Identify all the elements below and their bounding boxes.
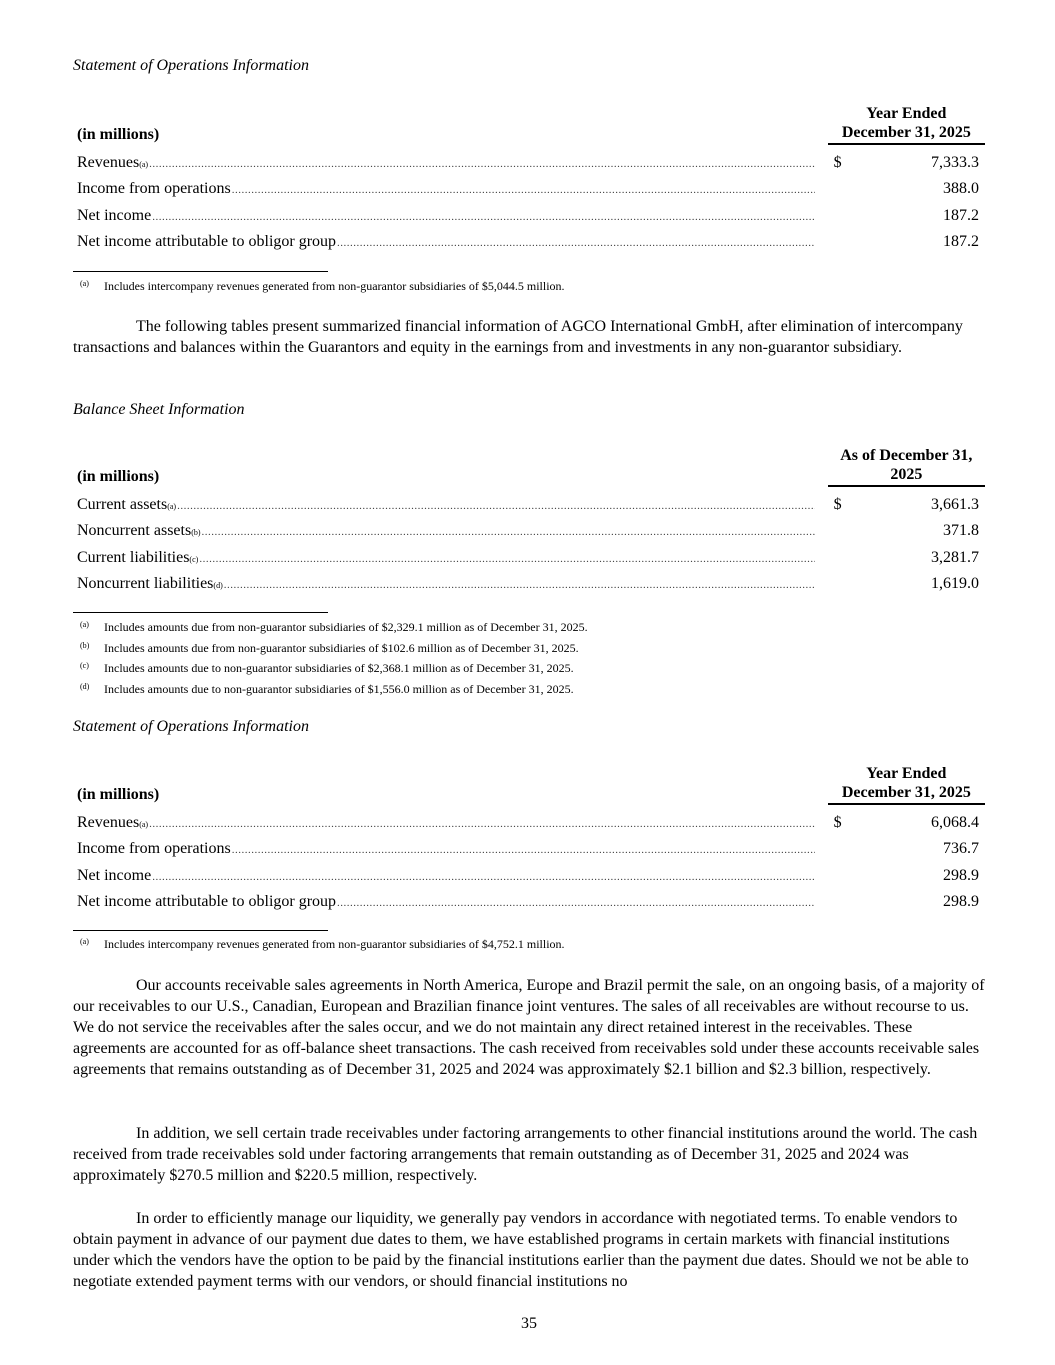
row-value: 6,068.4: [931, 813, 979, 831]
dot-leader: [337, 237, 815, 249]
footnote-text: Includes amounts due to non-guarantor subsidiaries of $1,556.0 million as of December 31, 2025.: [104, 681, 574, 696]
dot-leader: [337, 897, 815, 909]
footnote-mark: (c): [80, 661, 89, 670]
table-row: [73, 198, 985, 225]
page-number: 35: [521, 1315, 537, 1332]
currency-symbol: $: [833, 153, 842, 171]
row-label: [73, 567, 828, 594]
footnote-divider: [73, 612, 328, 613]
row-label-text: Current liabilities: [77, 548, 190, 566]
row-value: 187.2: [943, 206, 979, 224]
table-row: [73, 172, 985, 199]
row-value: 7,333.3: [931, 153, 979, 171]
footnote-text: Includes amounts due from non-guarantor subsidiaries of $102.6 million as of December 31, 2025.: [104, 640, 579, 655]
dot-leader: [202, 526, 815, 538]
row-label: [73, 858, 828, 885]
ops1-column-header: [828, 104, 985, 144]
currency-symbol: $: [833, 495, 842, 513]
ops2-column-header: [828, 764, 985, 804]
ops2-footnotes: [73, 937, 565, 958]
footnote-ref: (c): [189, 554, 199, 564]
row-label-text: Revenues: [77, 153, 140, 171]
ops1-section-title: Statement of Operations Information: [73, 57, 309, 74]
footnote-text: Includes amounts due from non-guarantor subsidiaries of $2,329.1 million as of December 31, 2025.: [104, 620, 588, 634]
footnote: [73, 682, 588, 703]
row-value: 736.7: [943, 840, 979, 857]
footnote-divider: [73, 930, 328, 931]
balance-column-header-line1: As of December 31,: [840, 447, 973, 464]
currency-symbol: [828, 198, 844, 225]
footnote: [73, 937, 565, 958]
row-label-text: Net income attributable to obligor group: [77, 233, 337, 250]
dot-leader: [232, 184, 815, 196]
balance-column-header: [828, 446, 985, 486]
table-row: [73, 804, 985, 832]
footnote-ref: (d): [213, 581, 223, 590]
ops2-column-header-line1: Year Ended: [866, 765, 947, 782]
currency-symbol: [828, 832, 844, 859]
row-label: [73, 832, 828, 859]
dot-leader: [152, 871, 815, 883]
currency-symbol: [828, 172, 844, 199]
row-label-text: Income from operations: [77, 180, 231, 197]
dot-leader: [149, 158, 815, 170]
dot-leader: [152, 211, 815, 223]
table-row: [73, 486, 985, 514]
footnote-mark: (a): [80, 620, 89, 629]
footnote-text: Includes intercompany revenues generated from non-guarantor subsidiaries of $4,752.1 million.: [104, 937, 565, 951]
row-value: 388.0: [943, 180, 979, 197]
footnote: [73, 661, 588, 682]
currency-symbol: [828, 858, 844, 885]
currency-symbol: [828, 225, 844, 252]
currency-symbol: [828, 567, 844, 594]
factoring-paragraph: In addition, we sell certain trade receivables under factoring arrangements to other financial institutions around the world. The cash received from trade receivables sold under factoring arrangements that remain outstanding as of December 31, 2025 and 2024 was approximately $270.5 million and $220.5 million, respectively.: [73, 1125, 978, 1184]
footnote-ref: (a): [139, 159, 149, 169]
row-label-text: Noncurrent assets: [77, 522, 192, 539]
table-row: [73, 540, 985, 567]
receivables-paragraph: Our accounts receivable sales agreements in North America, Europe and Brazil permit the sale, on an ongoing basis, of a majority of our receivables to our U.S., Canadian, European and Brazilian finance joint ventures. The sales of all receivables are without recourse to us. We do not service the receivables after the sales occur, and we do not maintain any direct retained interest in the receivables. These agreements are accounted for as off-balance sheet transactions. The cash received from receivables sold under these accounts receivable sales agreements that remains outstanding as of December 31, 2025 and 2024 was approximately $2.1 billion and $2.3 billion, respectively.: [73, 977, 985, 1078]
row-label: [73, 172, 828, 199]
ops1-header-row: [73, 104, 985, 144]
currency-symbol: [828, 514, 844, 541]
table-row: [73, 144, 985, 172]
ops2-header-row: [73, 764, 985, 804]
ops2-table: [73, 764, 985, 911]
dot-leader: [177, 500, 815, 512]
ops1-footnotes: [73, 279, 565, 300]
footnote-ref: (a): [167, 501, 177, 511]
ops1-column-header-line2: December 31, 2025: [841, 124, 971, 141]
footnote: [73, 620, 588, 641]
dot-leader: [232, 844, 815, 856]
dot-leader: [149, 818, 815, 830]
footnote-ref: (a): [139, 819, 149, 829]
row-label: [73, 144, 828, 172]
row-value: 298.9: [943, 893, 979, 910]
footnote-divider: [73, 271, 328, 272]
vendor-payment-paragraph: In order to efficiently manage our liquidity, we generally pay vendors in accordance with negotiated terms. To enable vendors to obtain payment in advance of our payment due dates to them, we have established programs in certain markets with financial institutions under which the vendors have the option to be paid by the financial institutions earlier than the payment due dates. Should we not be able to negotiate extended payment terms with our vendors, or should financial institutions no: [73, 1210, 969, 1290]
footnote-ref: (b): [191, 528, 201, 537]
balance-header-row: [73, 446, 985, 486]
table-row: [73, 858, 985, 885]
balance-section-title: Balance Sheet Information: [73, 401, 245, 418]
ops2-unit-label: (in millions): [77, 786, 160, 803]
row-label: [73, 540, 828, 567]
dot-leader: [199, 553, 815, 565]
currency-symbol: $: [833, 813, 842, 831]
currency-symbol: [828, 885, 844, 912]
ops1-table: [73, 104, 985, 251]
currency-symbol: [828, 540, 844, 567]
row-value: 298.9: [943, 866, 979, 884]
table-row: [73, 885, 985, 912]
row-label: [73, 514, 828, 541]
row-value: 3,281.7: [931, 548, 979, 566]
row-label-text: Revenues: [77, 813, 140, 831]
balance-footnotes: [73, 620, 588, 702]
footnote-mark: (a): [80, 937, 89, 946]
row-label-text: Net income: [77, 206, 152, 224]
row-value: 3,661.3: [931, 495, 979, 513]
table-row: [73, 832, 985, 859]
row-label: [73, 225, 828, 252]
row-label-text: Current assets: [77, 495, 168, 513]
footnote-text: Includes amounts due to non-guarantor subsidiaries of $2,368.1 million as of December 31, 2025.: [104, 661, 574, 675]
balance-table: [73, 446, 985, 593]
row-value: 1,619.0: [931, 575, 979, 592]
footnote-mark: (a): [80, 279, 89, 288]
row-label-text: Noncurrent liabilities: [77, 575, 214, 592]
balance-column-header-line2: 2025: [890, 466, 923, 483]
balance-unit-label: (in millions): [77, 468, 160, 485]
row-label-text: Net income: [77, 866, 152, 884]
row-label: [73, 804, 828, 832]
row-label: [73, 198, 828, 225]
table-row: [73, 567, 985, 594]
ops2-section-title: Statement of Operations Information: [73, 718, 309, 735]
ops2-column-header-line2: December 31, 2025: [841, 784, 971, 801]
dot-leader: [224, 579, 815, 591]
intro-paragraph: The following tables present summarized financial information of AGCO International GmbH, after elimination of intercompany transactions and balances within the Guarantors and equity in the earnings from and investments in any non-guarantor subsidiary.: [73, 318, 963, 356]
ops1-column-header-line1: Year Ended: [866, 105, 947, 122]
table-row: [73, 514, 985, 541]
footnote: [73, 279, 565, 300]
row-label-text: Income from operations: [77, 840, 231, 857]
footnote-mark: (b): [80, 640, 90, 650]
row-label-text: Net income attributable to obligor group: [77, 893, 337, 910]
row-label: [73, 885, 828, 912]
row-value: 187.2: [943, 233, 979, 250]
row-label: [73, 486, 828, 514]
row-value: 371.8: [943, 522, 979, 539]
ops1-unit-label: (in millions): [77, 126, 160, 143]
table-row: [73, 225, 985, 252]
footnote-mark: (d): [80, 681, 90, 691]
footnote-text: Includes intercompany revenues generated from non-guarantor subsidiaries of $5,044.5 million.: [104, 279, 565, 293]
footnote: [73, 641, 588, 662]
